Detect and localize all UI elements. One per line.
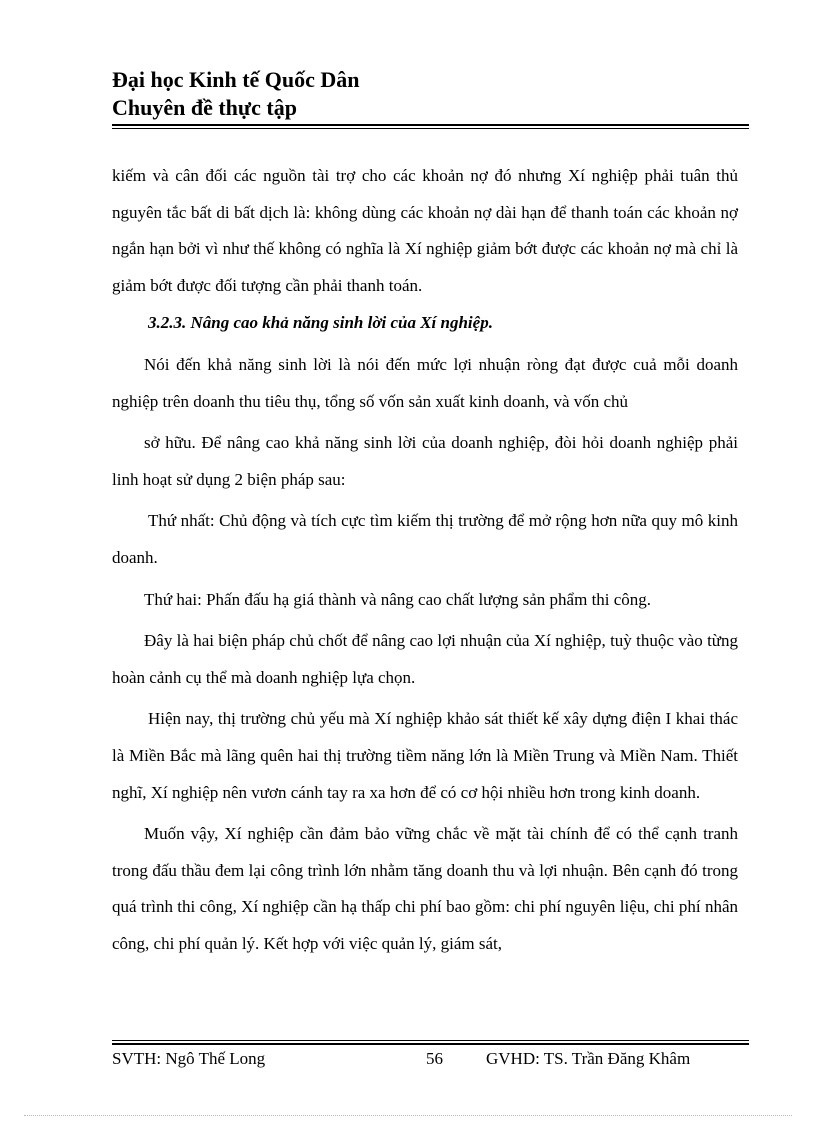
advisor-name: GVHD: TS. Trần Đăng Khâm (486, 1049, 691, 1068)
footer-rule-thin (112, 1040, 749, 1041)
page-boundary-line (24, 1115, 792, 1116)
section-heading: 3.2.3. Nâng cao khả năng sinh lời của Xí nghiệp. (148, 313, 493, 333)
report-title: Chuyên đề thực tập (112, 95, 297, 120)
paragraph-8: Muốn vậy, Xí nghiệp cần đảm bảo vững chắc về mặt tài chính để có thể cạnh tranh trong đấu thầu đem lại công trình lớn nhằm tăng doanh thu và lợi nhuận. Bên cạnh đó trong quá trình thi công, Xí nghiệp cần hạ thấp chi phí bao gồm: chi phí nguyên liệu, chi phí nhân công, chi phí quản lý. Kết hợp với việc quản lý, giám sát, (112, 824, 738, 953)
student-name: SVTH: Ngô Thế Long (112, 1049, 266, 1068)
paragraph-2: Nói đến khả năng sinh lời là nói đến mức lợi nhuận ròng đạt được cuả mỗi doanh nghiệp trên doanh thu tiêu thụ, tổng số vốn sản xuất kinh doanh, và vốn chủ (112, 354, 738, 411)
paragraph-5: Thứ hai: Phấn đấu hạ giá thành và nâng cao chất lượng sản phẩm thi công. (144, 589, 652, 609)
page-footer (112, 1046, 740, 1070)
page-header (112, 66, 752, 122)
page-number: 56 (426, 1049, 443, 1068)
paragraph-1: kiếm và cân đối các nguồn tài trợ cho các khoản nợ đó nhưng Xí nghiệp phải tuân thủ nguyên tắc bất di bất dịch là: không dùng các khoản nợ dài hạn để thanh toán các khoản nợ ngắn hạn bởi vì như thế không có nghĩa là Xí nghiệp giảm bớt được các khoản nợ mà chỉ là giảm bớt được đối tượng cần phải thanh toán. (112, 166, 738, 295)
paragraph-4: Thứ nhất: Chủ động và tích cực tìm kiếm thị trường để mở rộng hơn nữa quy mô kinh doanh. (112, 511, 738, 567)
paragraph-7: Hiện nay, thị trường chủ yếu mà Xí nghiệp khảo sát thiết kế xây dựng điện I khai thác là Miền Bắc mà lãng quên hai thị trường tiềm năng lớn là Miền Trung và Miền Nam. Thiết nghĩ, Xí nghiệp nên vươn cánh tay ra xa hơn để có cơ hội nhiều hơn trong kinh doanh. (112, 709, 738, 802)
footer-rule-thick (112, 1043, 749, 1045)
header-rule-thick (112, 124, 749, 126)
paragraph-3: sở hữu. Để nâng cao khả năng sinh lời của doanh nghiệp, đòi hỏi doanh nghiệp phải linh hoạt sử dụng 2 biện pháp sau: (112, 433, 738, 489)
body-text (112, 158, 738, 962)
header-rule-thin (112, 128, 749, 129)
paragraph-6: Đây là hai biện pháp chủ chốt để nâng cao lợi nhuận của Xí nghiệp, tuỳ thuộc vào từng hoàn cảnh cụ thể mà doanh nghiệp lựa chọn. (112, 631, 738, 687)
university-name: Đại học Kinh tế Quốc Dân (112, 67, 360, 92)
